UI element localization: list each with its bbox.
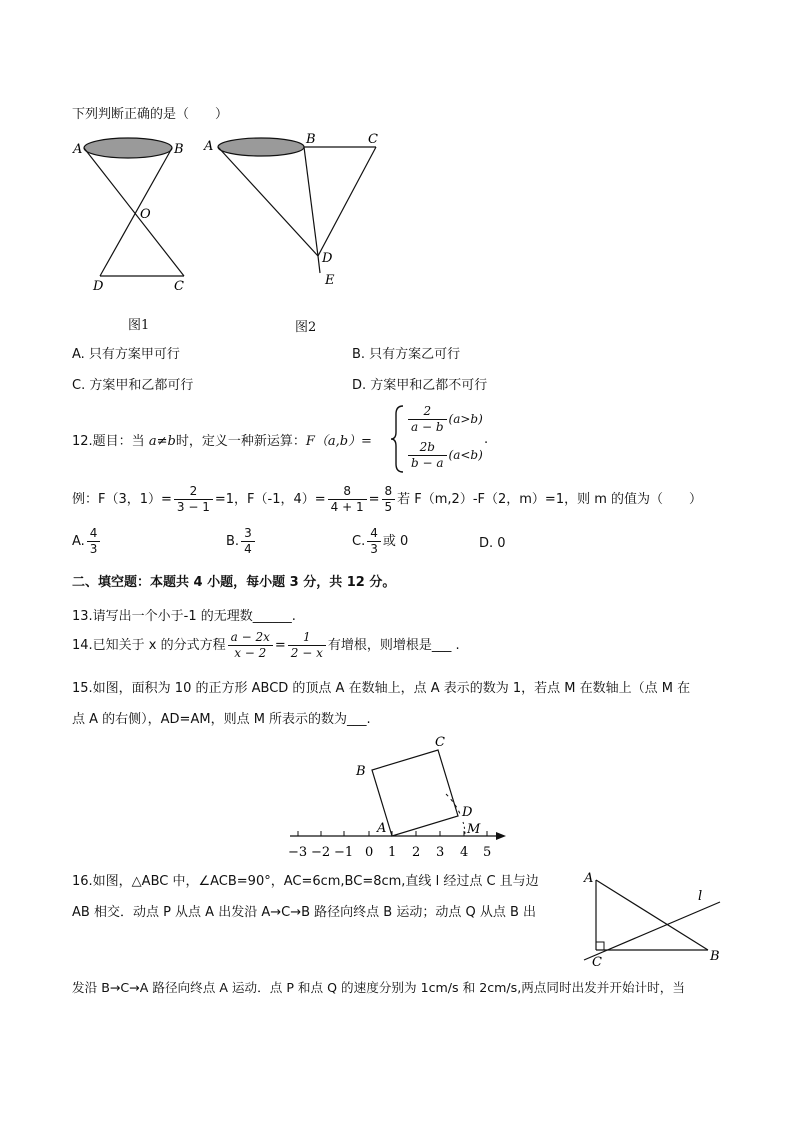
q14-right-num: 1 <box>288 630 326 646</box>
q12-ex-1: 例：F（3，1）= <box>72 492 172 507</box>
q12-option-c <box>352 526 408 557</box>
q12-opt-c-num: 4 <box>367 526 381 542</box>
q12-opt-b-den: 4 <box>244 542 252 556</box>
figure-2 <box>200 128 380 293</box>
q15-tick-neg1: −1 <box>334 845 354 860</box>
q12-opt-a-num: 4 <box>87 526 101 542</box>
q15-label-a: A <box>377 821 387 836</box>
q12-ex-f1-den: 3 − 1 <box>176 500 210 514</box>
q12-definition-line <box>72 430 372 449</box>
q12-option-d: D. 0 <box>479 536 506 551</box>
q15-tick-2: 2 <box>412 845 421 860</box>
q12-ex-2: =1，F（-1，4）= <box>214 492 326 507</box>
fig1-caption: 图1 <box>128 318 150 333</box>
q12-ex-f2-den: 4 + 1 <box>330 500 364 514</box>
fig2-label-e: E <box>325 273 335 288</box>
q12-cond-b: b <box>167 434 176 449</box>
q12-brace-icon <box>390 404 406 474</box>
q11-stem: 下列判断正确的是（ ） <box>72 107 229 122</box>
q15-tick-neg2: −2 <box>311 845 331 860</box>
q11-option-b: B. 只有方案乙可行 <box>352 347 461 362</box>
q15-label-b: B <box>356 764 366 779</box>
q11-option-a: A. 只有方案甲可行 <box>72 347 180 362</box>
fig1-label-d: D <box>93 279 104 294</box>
q14-prefix: 14.已知关于 x 的分式方程 <box>72 638 226 653</box>
q12-cond-a: a <box>148 434 157 449</box>
q12-opt-a-label: A. <box>72 534 85 549</box>
q12-ex-f2-num: 8 <box>328 484 367 500</box>
fig1-label-o: O <box>140 207 151 222</box>
q11-option-d: D. 方案甲和乙都不可行 <box>352 378 488 393</box>
fig2-caption: 图2 <box>295 320 317 335</box>
q16-label-b: B <box>710 949 720 964</box>
q12-case-1 <box>406 404 483 435</box>
q12-ex-f3-den: 5 <box>384 500 393 514</box>
q12-mid: 时，定义一种新运算： <box>175 434 306 449</box>
q12-option-b <box>226 526 257 557</box>
figure-1 <box>70 130 200 300</box>
q12-case2-cond: (a<b) <box>448 448 483 462</box>
q14-left-den: x − 2 <box>234 646 267 660</box>
q12-neq: ≠ <box>156 434 168 449</box>
q15-line-2: 点 A 的右侧），AD=AM，则点 M 所表示的数为___. <box>72 712 371 727</box>
q16-line-1: 16.如图，△ABC 中，∠ACB=90°，AC=6cm,BC=8cm,直线 l 经过点 C 且与边 <box>72 874 539 889</box>
q16-label-c: C <box>592 955 602 970</box>
q12-ex-f3-num: 8 <box>382 484 396 500</box>
q14-eq: = <box>274 638 286 653</box>
q12-case2-num: 2b <box>408 440 447 456</box>
q16-figure <box>580 864 730 974</box>
q15-figure <box>280 728 520 864</box>
q12-prefix: 12.题目：当 <box>72 434 149 449</box>
q12-opt-b-label: B. <box>226 534 240 549</box>
q16-label-l: l <box>698 889 703 904</box>
q12-f-label: F（a,b）= <box>305 434 372 449</box>
q16-line-2: AB 相交．动点 P 从点 A 出发沿 A→C→B 路径向终点 B 运动；动点 Q 从点 B 出 <box>72 905 537 920</box>
q12-opt-c-label: C. <box>352 534 366 549</box>
q12-ex-f1-num: 2 <box>174 484 213 500</box>
q13-text: 13.请写出一个小于-1 的无理数______. <box>72 609 296 624</box>
fig2-label-b: B <box>306 132 316 147</box>
q15-line-1: 15.如图，面积为 10 的正方形 ABCD 的顶点 A 在数轴上，点 A 表示的数为 1，若点 M 在数轴上（点 M 在 <box>72 681 691 696</box>
q15-label-m: M <box>467 822 481 837</box>
q12-case1-den: a − b <box>411 420 444 434</box>
q12-case-2 <box>406 440 483 471</box>
q15-label-d: D <box>462 805 473 820</box>
q12-case1-num: 2 <box>408 404 447 420</box>
q12-example-line <box>72 484 702 515</box>
q15-tick-4: 4 <box>460 845 469 860</box>
q15-tick-1: 1 <box>388 845 397 860</box>
q12-opt-a-den: 3 <box>89 542 98 556</box>
fig2-label-a: A <box>204 139 214 154</box>
q15-tick-0: 0 <box>365 845 374 860</box>
q15-tick-neg3: −3 <box>288 845 308 860</box>
q12-opt-b-num: 3 <box>241 526 255 542</box>
fig2-label-d: D <box>322 251 333 266</box>
q16-line-3: 发沿 B→C→A 路径向终点 A 运动．点 P 和点 Q 的速度分别为 1cm/s 和 2cm/s,两点同时出发并开始计时，当 <box>72 980 685 995</box>
q12-ex-4: 若 F（m,2）-F（2，m）=1，则 m 的值为（ ） <box>397 492 703 507</box>
fig1-label-c: C <box>174 279 184 294</box>
fig1-label-a: A <box>73 142 83 157</box>
q15-tick-5: 5 <box>483 845 492 860</box>
q12-opt-c-den: 3 <box>370 542 378 556</box>
q16-label-a: A <box>584 871 594 886</box>
q12-period: . <box>484 432 489 447</box>
q12-case2-den: b − a <box>411 456 444 470</box>
fig1-label-b: B <box>174 142 184 157</box>
q11-option-c: C. 方案甲和乙都可行 <box>72 378 194 393</box>
q15-tick-3: 3 <box>436 845 445 860</box>
q12-ex-3: = <box>368 492 380 507</box>
section-2-heading: 二、填空题：本题共 4 小题，每小题 3 分，共 12 分。 <box>72 575 396 590</box>
q12-option-a <box>72 526 102 557</box>
q14-right-den: 2 − x <box>290 646 323 660</box>
q14-suffix: 有增根，则增根是___ . <box>327 638 460 653</box>
q14-left-num: a − 2x <box>228 630 273 646</box>
q12-opt-c-tail: 或 0 <box>382 534 409 549</box>
q14-line <box>72 630 460 661</box>
q15-label-c: C <box>435 735 445 750</box>
fig2-label-c: C <box>368 132 378 147</box>
q12-case1-cond: (a>b) <box>448 412 483 426</box>
